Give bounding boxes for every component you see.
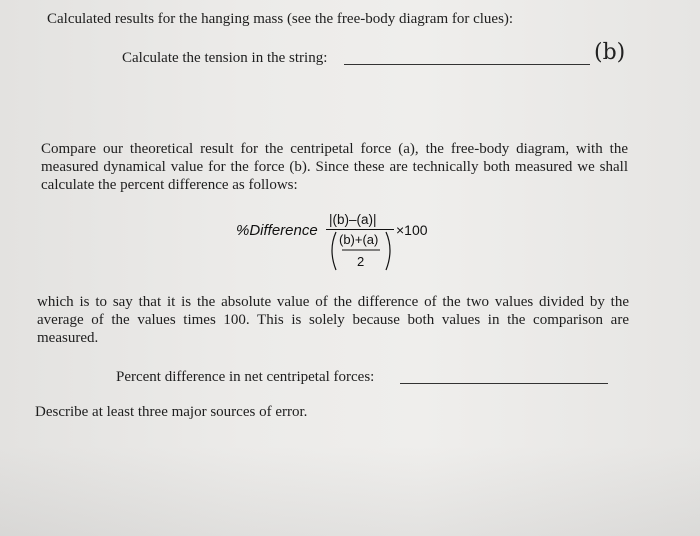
formula-denominator-bottom: 2 (357, 254, 365, 269)
tension-answer-line[interactable] (344, 64, 590, 65)
tension-handwritten-answer: (b) (594, 40, 626, 65)
formula-lhs: %Difference (236, 222, 318, 239)
compare-paragraph: Compare our theoretical result for the centripetal force (a), the free-body diagram, with the measured dynamical value for the force (b). Since these are technically both measured we shall calculate the percent difference as follows: (41, 141, 628, 193)
section-heading: Calculated results for the hanging mass (see the free-body diagram for clues): (47, 11, 514, 27)
error-sources-prompt: Describe at least three major sources of error. (35, 404, 308, 420)
formula-denominator-top: (b)+(a) (339, 232, 379, 247)
percent-difference-formula (236, 212, 436, 282)
formula-multiplier: ×100 (396, 222, 428, 238)
percent-difference-label: Percent difference in net centripetal forces: (116, 369, 375, 385)
percent-difference-answer-line[interactable] (400, 383, 608, 384)
tension-label: Calculate the tension in the string: (122, 50, 328, 66)
explanation-paragraph: which is to say that it is the absolute value of the difference of the two values divided by the average of the values times 100. This is solely because both values in the comparison are measured. (37, 294, 629, 346)
paper-shadow (0, 446, 700, 536)
formula-numerator: |(b)–(a)| (329, 212, 377, 227)
